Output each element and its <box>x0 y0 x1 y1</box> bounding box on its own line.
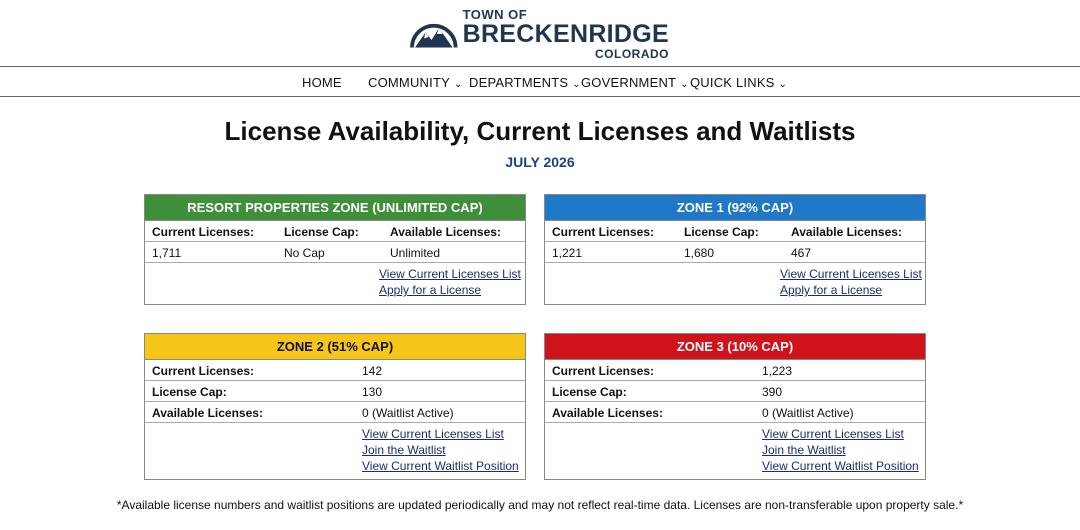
town-logo[interactable] <box>409 6 669 62</box>
view-licenses-list-link[interactable]: View Current Licenses List <box>762 427 904 441</box>
license-cap-label: License Cap: <box>552 385 627 399</box>
available-licenses-label: Available Licenses: <box>552 406 663 420</box>
resort-zone-title: RESORT PROPERTIES ZONE (UNLIMITED CAP) <box>145 195 525 221</box>
current-licenses-value: 1,221 <box>552 246 583 260</box>
available-licenses-value: 467 <box>791 246 812 260</box>
license-cap-value: No Cap <box>284 246 325 260</box>
license-cap-header: License Cap: <box>284 225 359 239</box>
nav-item-quick-links[interactable] <box>690 75 787 90</box>
view-waitlist-position-link[interactable]: View Current Waitlist Position <box>762 459 919 473</box>
main-nav <box>0 66 1080 97</box>
view-waitlist-position-link[interactable]: View Current Waitlist Position <box>362 459 519 473</box>
current-licenses-value: 1,223 <box>762 364 793 378</box>
current-licenses-header: Current Licenses: <box>152 225 255 239</box>
available-licenses-header: Available Licenses: <box>390 225 501 239</box>
nav-item-community[interactable] <box>368 75 463 90</box>
available-licenses-value: 0 (Waitlist Active) <box>762 406 854 420</box>
zone2-card <box>144 333 526 480</box>
logo-state: COLORADO <box>595 47 669 61</box>
chevron-down-icon: ⌄ <box>453 79 463 90</box>
nav-label: QUICK LINKS <box>690 75 775 90</box>
zone3-card <box>544 333 926 480</box>
apply-license-link[interactable]: Apply for a License <box>780 283 883 297</box>
current-licenses-header: Current Licenses: <box>552 225 655 239</box>
license-cap-value: 130 <box>362 385 383 399</box>
nav-label: DEPARTMENTS <box>469 75 569 90</box>
chevron-down-icon: ⌄ <box>778 79 788 90</box>
nav-label: GOVERNMENT <box>581 75 677 90</box>
logo-town-of: TOWN OF <box>462 7 528 22</box>
join-waitlist-link[interactable]: Join the Waitlist <box>762 443 846 457</box>
license-cap-header: License Cap: <box>684 225 759 239</box>
available-licenses-value: Unlimited <box>390 246 441 260</box>
available-licenses-value: 0 (Waitlist Active) <box>362 406 454 420</box>
nav-item-departments[interactable] <box>469 75 581 90</box>
nav-label: HOME <box>302 75 342 90</box>
current-licenses-value: 142 <box>362 364 383 378</box>
zone1-title: ZONE 1 (92% CAP) <box>545 195 925 221</box>
current-licenses-label: Current Licenses: <box>152 364 255 378</box>
logo-town-name: BRECKENRIDGE <box>462 20 669 48</box>
apply-license-link[interactable]: Apply for a License <box>379 283 482 297</box>
disclaimer-footnote: *Available license numbers and waitlist positions are updated periodically and may not reflect real-time data. Licenses are non-transferable upon property sale.* <box>116 498 964 512</box>
nav-item-home[interactable] <box>302 75 342 90</box>
zone2-title: ZONE 2 (51% CAP) <box>145 334 525 360</box>
chevron-down-icon: ⌄ <box>572 79 581 90</box>
join-waitlist-link[interactable]: Join the Waitlist <box>362 443 446 457</box>
license-cap-value: 390 <box>762 385 783 399</box>
license-cap-value: 1,680 <box>684 246 715 260</box>
zone1-card <box>544 194 926 305</box>
nav-label: COMMUNITY <box>368 75 450 90</box>
zone3-title: ZONE 3 (10% CAP) <box>545 334 925 360</box>
nav-item-government[interactable] <box>581 75 689 90</box>
current-licenses-label: Current Licenses: <box>552 364 655 378</box>
view-licenses-list-link[interactable]: View Current Licenses List <box>780 267 922 281</box>
mountain-logo-icon <box>409 12 459 56</box>
current-licenses-value: 1,711 <box>152 246 182 260</box>
page-title: License Availability, Current Licenses and Waitlists <box>224 116 856 146</box>
available-licenses-label: Available Licenses: <box>152 406 263 420</box>
chevron-down-icon: ⌄ <box>680 79 689 90</box>
view-licenses-list-link[interactable]: View Current Licenses List <box>362 427 504 441</box>
license-cap-label: License Cap: <box>152 385 227 399</box>
page-subtitle: JULY 2026 <box>505 154 575 170</box>
available-licenses-header: Available Licenses: <box>791 225 902 239</box>
resort-zone-card <box>144 194 526 305</box>
view-licenses-list-link[interactable]: View Current Licenses List <box>379 267 521 281</box>
